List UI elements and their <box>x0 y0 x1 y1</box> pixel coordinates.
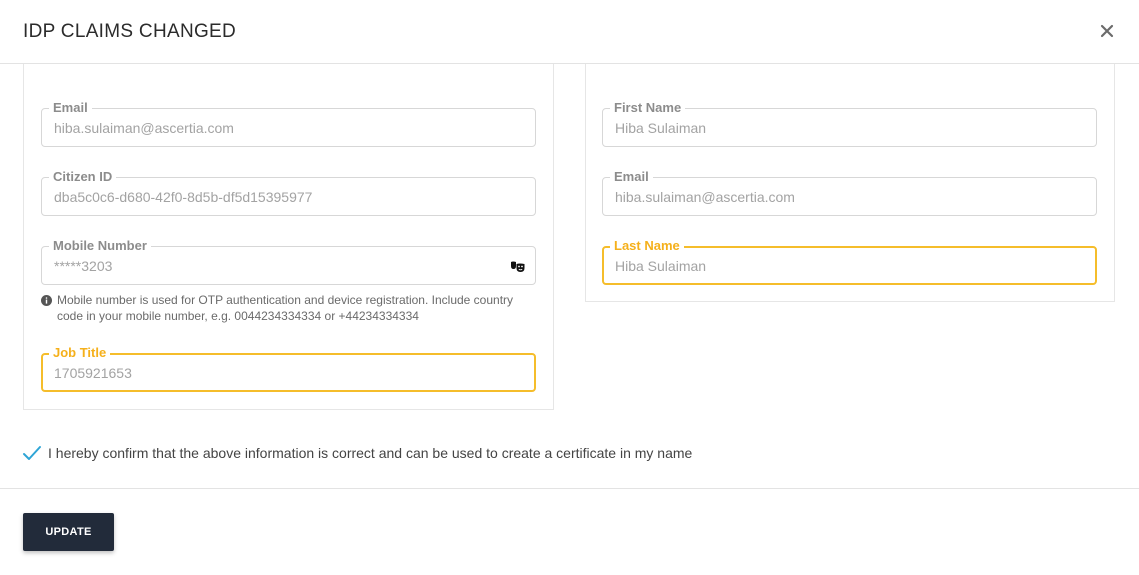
footer-divider <box>0 488 1139 489</box>
job-title-field[interactable] <box>41 345 536 392</box>
job-title-label: Job Title <box>49 345 110 361</box>
email-field[interactable] <box>41 100 536 147</box>
mobile-help-label: Mobile number is used for OTP authentication and device registration. Include country code in your mobile number, e.g. 0044234334334 or +44234334334 <box>57 293 514 323</box>
mobile-number-value: *****3203 <box>54 258 113 274</box>
last-name-value: Hiba Sulaiman <box>615 258 707 274</box>
mobile-number-label: Mobile Number <box>49 238 151 254</box>
citizen-id-value: dba5c0c6-d680-42f0-8d5b-df5d15395977 <box>54 189 313 205</box>
new-email-field[interactable] <box>602 169 1097 216</box>
modal-header <box>0 0 1139 64</box>
citizen-id-field[interactable] <box>41 169 536 216</box>
last-name-label: Last Name <box>610 238 684 254</box>
new-email-label: Email <box>610 169 653 185</box>
confirm-label: I hereby confirm that the above information is correct and can be used to create a certificate in my name <box>48 445 693 461</box>
first-name-field[interactable] <box>602 100 1097 147</box>
info-icon <box>41 294 52 305</box>
mask-icon[interactable] <box>510 258 526 274</box>
email-label: Email <box>49 100 92 116</box>
job-title-value: 1705921653 <box>54 365 132 381</box>
last-name-field[interactable] <box>602 238 1097 285</box>
first-name-label: First Name <box>610 100 685 116</box>
first-name-value: Hiba Sulaiman <box>615 120 707 136</box>
update-button[interactable]: UPDATE <box>23 513 114 551</box>
email-value: hiba.sulaiman@ascertia.com <box>54 120 234 136</box>
citizen-id-label: Citizen ID <box>49 169 116 185</box>
new-email-value: hiba.sulaiman@ascertia.com <box>615 189 795 205</box>
mobile-number-field[interactable] <box>41 238 536 285</box>
mobile-help-text <box>41 292 531 324</box>
check-icon[interactable] <box>22 445 42 461</box>
modal-title: IDP CLAIMS CHANGED <box>23 21 237 42</box>
close-icon[interactable] <box>1096 20 1118 42</box>
